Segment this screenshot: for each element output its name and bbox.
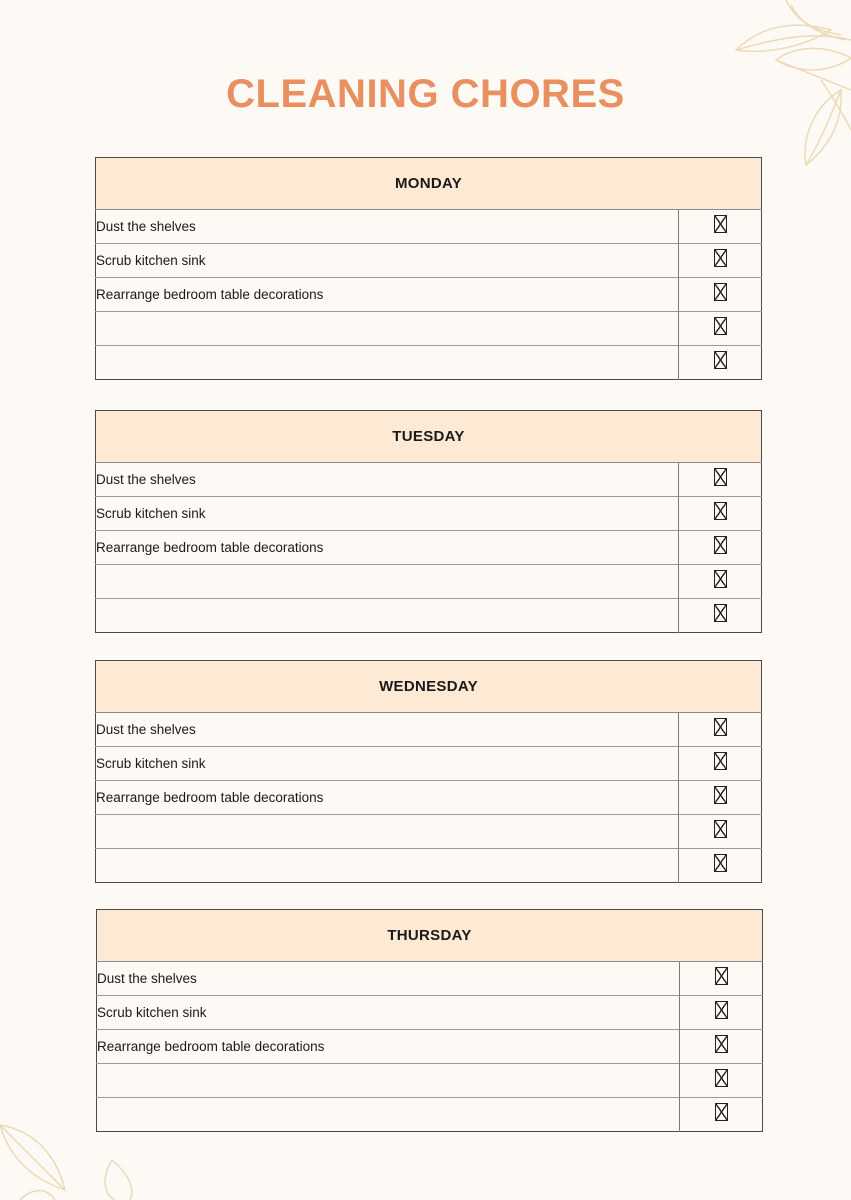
leaf-decoration-icon [0,1120,150,1200]
checkbox-cell [679,599,762,633]
table-row [96,497,762,531]
table-row [96,849,762,883]
table-row [97,1030,763,1064]
checkbox-cell [679,278,762,312]
checkbox-cell [680,1030,763,1064]
chore-task[interactable] [97,1064,680,1098]
checkbox-cell [679,713,762,747]
chore-table-tuesday [95,410,762,633]
checkbox-crossed-icon[interactable] [714,536,727,554]
day-header: MONDAY [96,158,762,210]
checkbox-crossed-icon[interactable] [715,967,728,985]
day-header: WEDNESDAY [96,661,762,713]
checkbox-crossed-icon[interactable] [715,1035,728,1053]
chore-table-wednesday [95,660,762,883]
checkbox-crossed-icon[interactable] [714,718,727,736]
table-row [97,1064,763,1098]
table-row [96,781,762,815]
chore-task[interactable]: Dust the shelves [96,210,679,244]
chore-task[interactable]: Rearrange bedroom table decorations [97,1030,680,1064]
checkbox-cell [679,815,762,849]
checkbox-cell [679,747,762,781]
checkbox-crossed-icon[interactable] [714,604,727,622]
chore-task[interactable]: Scrub kitchen sink [96,497,679,531]
chore-task[interactable]: Scrub kitchen sink [96,747,679,781]
checkbox-cell [680,996,763,1030]
checkbox-cell [679,781,762,815]
checkbox-crossed-icon[interactable] [715,1001,728,1019]
chore-task[interactable] [96,815,679,849]
checkbox-crossed-icon[interactable] [714,502,727,520]
chore-task[interactable]: Scrub kitchen sink [96,244,679,278]
chore-task[interactable]: Rearrange bedroom table decorations [96,781,679,815]
chore-task[interactable]: Rearrange bedroom table decorations [96,531,679,565]
checkbox-cell [679,463,762,497]
chore-task[interactable]: Dust the shelves [96,713,679,747]
checkbox-crossed-icon[interactable] [714,351,727,369]
chore-task[interactable] [96,565,679,599]
checkbox-crossed-icon[interactable] [714,786,727,804]
table-row [97,962,763,996]
checkbox-cell [680,962,763,996]
chore-task[interactable]: Rearrange bedroom table decorations [96,278,679,312]
checkbox-crossed-icon[interactable] [714,854,727,872]
checkbox-cell [679,565,762,599]
checkbox-crossed-icon[interactable] [715,1069,728,1087]
table-row [96,210,762,244]
table-row [96,747,762,781]
day-header: TUESDAY [96,411,762,463]
checkbox-crossed-icon[interactable] [714,249,727,267]
checkbox-cell [680,1064,763,1098]
table-row [96,312,762,346]
chore-task[interactable] [97,1098,680,1132]
checkbox-crossed-icon[interactable] [714,468,727,486]
chore-task[interactable]: Scrub kitchen sink [97,996,680,1030]
table-row [96,244,762,278]
table-row [97,996,763,1030]
checkbox-crossed-icon[interactable] [714,317,727,335]
table-row [96,278,762,312]
table-row [96,346,762,380]
chore-task[interactable]: Dust the shelves [97,962,680,996]
checkbox-cell [680,1098,763,1132]
table-row [97,1098,763,1132]
chore-task[interactable] [96,599,679,633]
table-row [96,713,762,747]
table-row [96,531,762,565]
table-row [96,599,762,633]
checkbox-cell [679,312,762,346]
checkbox-crossed-icon[interactable] [714,283,727,301]
table-row [96,565,762,599]
page-title: CLEANING CHORES [226,72,625,116]
checkbox-cell [679,244,762,278]
checkbox-crossed-icon[interactable] [714,752,727,770]
chore-task[interactable]: Dust the shelves [96,463,679,497]
checkbox-cell [679,497,762,531]
checkbox-cell [679,210,762,244]
table-row [96,463,762,497]
chore-table-monday [95,157,762,380]
chore-table-thursday [96,909,763,1132]
checkbox-crossed-icon[interactable] [715,1103,728,1121]
chore-task[interactable] [96,346,679,380]
checkbox-crossed-icon[interactable] [714,820,727,838]
chore-task[interactable] [96,312,679,346]
table-row [96,815,762,849]
checkbox-crossed-icon[interactable] [714,215,727,233]
checkbox-cell [679,346,762,380]
chore-task[interactable] [96,849,679,883]
day-header: THURSDAY [97,910,763,962]
checkbox-cell [679,849,762,883]
checkbox-cell [679,531,762,565]
checkbox-crossed-icon[interactable] [714,570,727,588]
